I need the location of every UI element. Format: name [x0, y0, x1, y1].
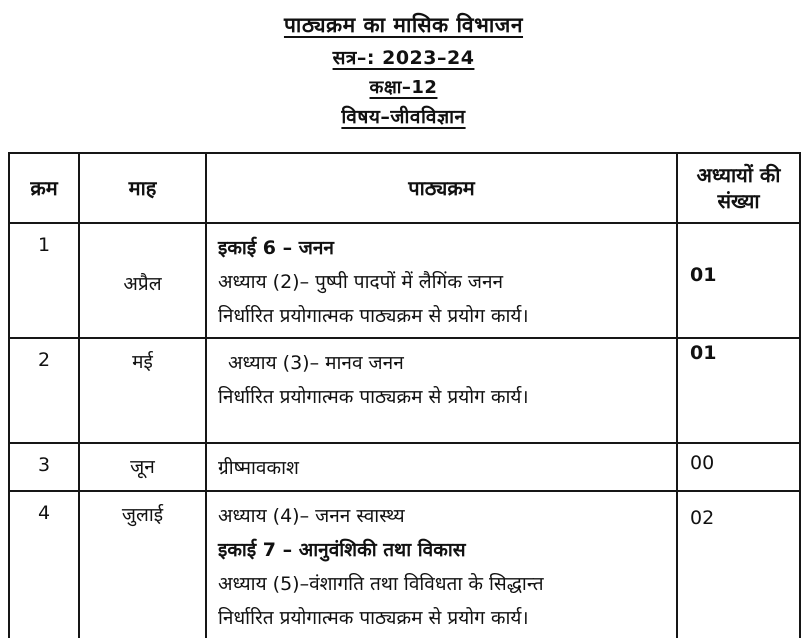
syllabus-line: इकाई 7 – आनुवंशिकी तथा विकास: [218, 539, 466, 561]
table-row: [9, 223, 800, 338]
syllabus-line: निर्धारित प्रयोगात्मक पाठ्यक्रम से प्रयोग कार्य।: [218, 607, 529, 629]
syllabus-table: [8, 152, 801, 638]
syllabus-line: अध्याय (5)–वंशागति तथा विविधता के सिद्धान्त: [218, 573, 544, 595]
subject-line: विषय–जीवविज्ञान: [341, 106, 466, 128]
header-cell-syllabus: पाठ्यक्रम: [206, 153, 677, 223]
header-cell-month: माह: [79, 153, 206, 223]
syllabus-cell: [206, 338, 677, 443]
syllabus-cell: [206, 491, 677, 638]
syllabus-line: अध्याय (3)– मानव जनन: [228, 352, 404, 374]
syllabus-line: ग्रीष्मावकाश: [218, 457, 299, 479]
syllabus-cell: [206, 223, 677, 338]
month-cell: अप्रैल: [79, 223, 206, 338]
serial-cell: 1: [9, 223, 79, 338]
session-line: सत्र–: 2023–24: [332, 47, 475, 69]
month-cell: जुलाई: [79, 491, 206, 638]
chapters-cell: 01: [677, 338, 800, 443]
serial-cell: 2: [9, 338, 79, 443]
serial-cell: 4: [9, 491, 79, 638]
header-cell-chapters: अध्यायों की संख्या: [677, 153, 800, 223]
syllabus-line: अध्याय (4)– जनन स्वास्थ्य: [218, 505, 405, 527]
chapters-cell: 02: [677, 491, 800, 638]
month-cell: जून: [79, 443, 206, 491]
table-row: [9, 338, 800, 443]
syllabus-line: निर्धारित प्रयोगात्मक पाठ्यक्रम से प्रयोग कार्य।: [218, 305, 529, 327]
syllabus-line: अध्याय (2)– पुष्पी पादपों में लैगिंक जनन: [218, 271, 504, 293]
syllabus-line: इकाई 6 – जनन: [218, 237, 334, 259]
title-block: [0, 10, 807, 131]
table-header-row: [9, 153, 800, 223]
month-cell: मई: [79, 338, 206, 443]
page-title: पाठ्यक्रम का मासिक विभाजन: [283, 13, 524, 37]
class-line: कक्षा–12: [369, 77, 438, 98]
syllabus-line: निर्धारित प्रयोगात्मक पाठ्यक्रम से प्रयोग कार्य।: [218, 386, 529, 408]
table-row: [9, 491, 800, 638]
serial-cell: 3: [9, 443, 79, 491]
chapters-cell: 00: [677, 443, 800, 491]
chapters-cell: 01: [677, 223, 800, 338]
header-cell-serial: क्रम: [9, 153, 79, 223]
syllabus-cell: [206, 443, 677, 491]
table-row: [9, 443, 800, 491]
